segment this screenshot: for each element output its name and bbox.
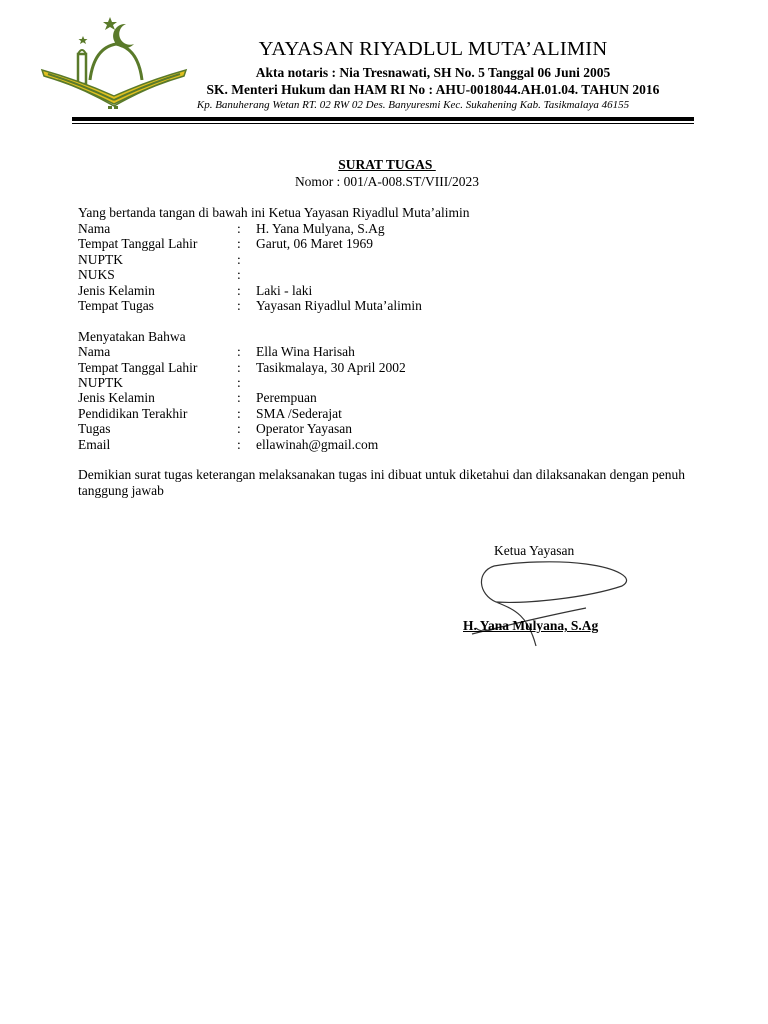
field-colon: : — [237, 344, 241, 359]
field-label: NUPTK — [78, 252, 124, 267]
letter-title: SURAT TUGAS — [338, 157, 436, 172]
field-label: Nama — [78, 221, 111, 236]
field-value: Perempuan — [256, 390, 317, 405]
field-value: Garut, 06 Maret 1969 — [256, 236, 373, 251]
field-label: Nama — [78, 344, 111, 359]
field-label: Jenis Kelamin — [78, 283, 155, 298]
field-value: Tasikmalaya, 30 April 2002 — [256, 360, 406, 375]
letterhead-divider-thick — [72, 117, 694, 121]
field-label: Tempat Tugas — [78, 298, 154, 313]
email-value: ellawinah@gmail.com — [256, 437, 379, 452]
field-colon: : — [237, 221, 241, 236]
field-label: Tempat Tanggal Lahir — [78, 360, 198, 375]
letterhead-divider-thin — [72, 123, 694, 124]
field-value: H. Yana Mulyana, S.Ag — [256, 221, 385, 236]
field-colon: : — [237, 236, 241, 251]
handwritten-signature — [466, 558, 636, 648]
field-value: Yayasan Riyadlul Muta’alimin — [256, 298, 422, 313]
field-label: Tempat Tanggal Lahir — [78, 236, 198, 251]
field-colon: : — [237, 421, 241, 436]
field-colon: : — [237, 406, 241, 421]
organization-name: YAYASAN RIYADLUL MUTA’ALIMIN — [258, 38, 608, 60]
field-colon: : — [237, 267, 241, 282]
closing-paragraph: Demikian surat tugas keterangan melaksanakan tugas ini dibuat untuk diketahui dan dilaksanakan dengan penuh tanggung jawab — [78, 467, 685, 498]
field-colon: : — [237, 390, 241, 405]
field-label: NUKS — [78, 267, 115, 282]
field-colon: : — [237, 283, 241, 298]
field-colon: : — [237, 375, 241, 390]
field-colon: : — [237, 437, 241, 452]
field-colon: : — [237, 360, 241, 375]
field-value: Operator Yayasan — [256, 421, 352, 436]
intro-sentence: Yang bertanda tangan di bawah ini Ketua Yayasan Riyadlul Muta’alimin — [78, 205, 470, 220]
signature-role: Ketua Yayasan — [494, 543, 575, 558]
statement-heading: Menyatakan Bahwa — [78, 329, 186, 344]
field-label: Tugas — [78, 421, 111, 436]
ministry-decree-line: SK. Menteri Hukum dan HAM RI No : AHU-0018044.AH.01.04. TAHUN 2016 — [206, 82, 660, 97]
field-label: Pendidikan Terakhir — [78, 406, 188, 421]
field-colon: : — [237, 298, 241, 313]
signatory-name: H. Yana Mulyana, S.Ag — [463, 618, 599, 633]
field-label: NUPTK — [78, 375, 124, 390]
notary-deed-line: Akta notaris : Nia Tresnawati, SH No. 5 Tanggal 06 Juni 2005 — [255, 65, 611, 80]
field-label: Email — [78, 437, 111, 452]
field-value: Laki - laki — [256, 283, 313, 298]
field-value: SMA /Sederajat — [256, 406, 342, 421]
letter-number: Nomor : 001/A-008.ST/VIII/2023 — [294, 174, 480, 189]
organization-address: Kp. Banuherang Wetan RT. 02 RW 02 Des. Banyuresmi Kec. Sukahening Kab. Tasikmalaya 46155 — [196, 99, 630, 111]
field-value: Ella Wina Harisah — [256, 344, 355, 359]
field-label: Jenis Kelamin — [78, 390, 155, 405]
field-colon: : — [237, 252, 241, 267]
